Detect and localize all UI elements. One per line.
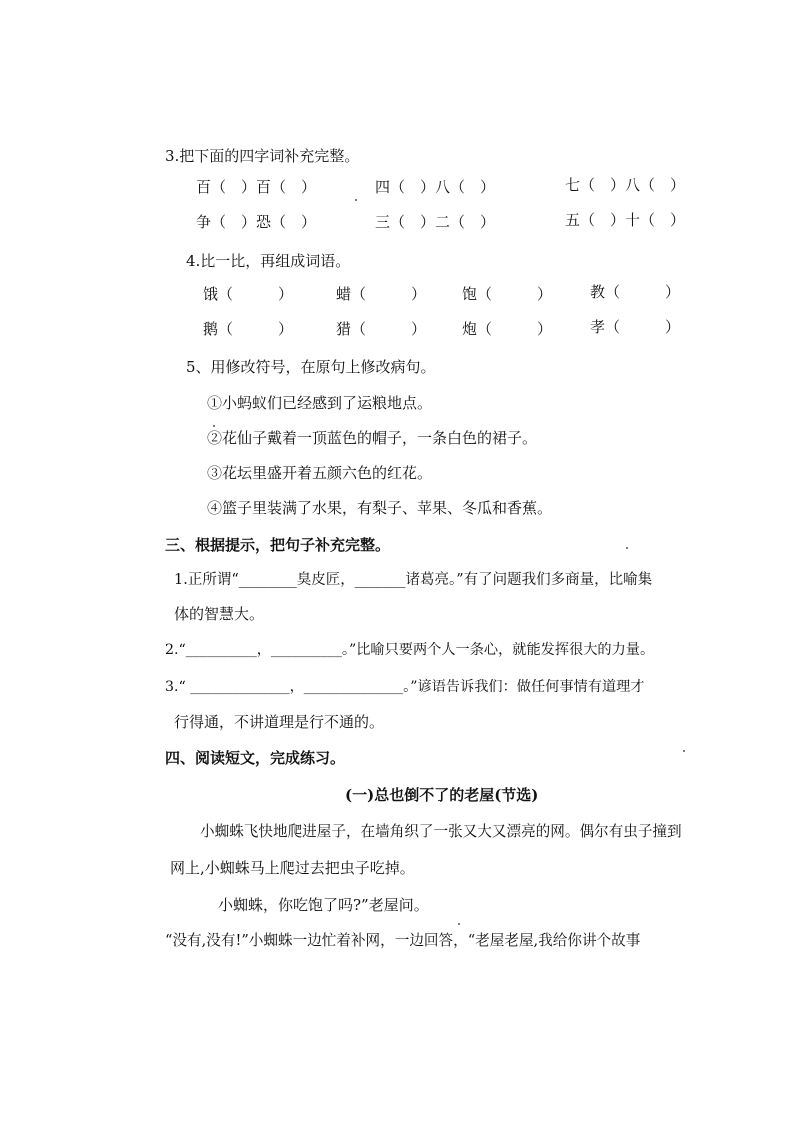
q3-blank-6: 五（ ）十（ ） — [565, 211, 686, 229]
q4-word-2: 蜡（ ） — [336, 285, 427, 303]
q4-word-4: 教（ ） — [590, 283, 681, 301]
passage-para1-line2: 网上,小蜘蛛马上爬过去把虫子吃掉。 — [170, 859, 415, 877]
q4-word-1: 饿（ ） — [203, 285, 294, 303]
q4-word-5: 鹅（ ） — [203, 320, 294, 338]
q3-blank-2: 四（ ）八（ ） — [375, 178, 496, 196]
q4-title: 4.比一比，再组成词语。 — [186, 252, 351, 270]
passage-para2: 小蜘蛛，你吃饱了吗?”老屋问。 — [218, 896, 429, 914]
q4-word-6: 猎（ ） — [336, 320, 427, 338]
passage-title: (一)总也倒不了的老屋(节选) — [345, 786, 539, 804]
q4-word-7: 炮（ ） — [462, 320, 553, 338]
q5-sentence-2: ②花仙子戴着一顶蓝色的帽子，一条白色的裙子。 — [207, 429, 538, 447]
scan-speck — [626, 547, 628, 549]
q5-sentence-3: ③花坛里盛开着五颜六色的红花。 — [207, 464, 433, 482]
scan-speck — [355, 199, 357, 201]
q4-word-8: 孝（ ） — [590, 318, 681, 336]
section3-item2: 2.“__________，__________。”比喻只要两个人一条心，就能发挥很大的力量。 — [165, 642, 655, 658]
q5-title: 5、用修改符号，在原句上修改病句。 — [186, 358, 436, 376]
q3-blank-5: 三（ ）二（ ） — [375, 213, 496, 231]
scan-speck — [213, 425, 215, 427]
scan-speck — [683, 750, 685, 752]
passage-para3: “没有,没有!”小蜘蛛一边忙着补网，一边回答，“老屋老屋,我给你讲个故事 — [165, 932, 641, 949]
passage-para1-line1: 小蜘蛛飞快地爬进屋子，在墙角织了一张又大又漂亮的网。偶尔有虫子撞到 — [200, 823, 682, 840]
section3-title: 三、根据提示，把句子补充完整。 — [165, 536, 391, 554]
section3-item1-line2: 体的智慧大。 — [174, 605, 265, 623]
section3-item3-line1: 3.“ ______________，______________。”谚语告诉我们：做任何事情有道理才 — [165, 679, 645, 695]
q3-title: 3.把下面的四字词补充完整。 — [165, 147, 360, 165]
q3-blank-1: 百（ ）百（ ） — [196, 178, 317, 196]
q5-sentence-1: ①小蚂蚁们已经感到了运粮地点。 — [207, 394, 433, 412]
section3-item3-line2: 行得通，不讲道理是行不通的。 — [174, 713, 385, 731]
section4-title: 四、阅读短文，完成练习。 — [165, 749, 346, 767]
q4-word-3: 饱（ ） — [462, 285, 553, 303]
scan-speck — [458, 923, 460, 925]
section3-item1-line1: 1.正所谓“________臭皮匠，_______诸葛亮。”有了问题我们多商量，比喻集 — [174, 572, 653, 588]
q3-blank-3: 七（ ）八（ ） — [565, 176, 686, 194]
q3-blank-4: 争（ ）恐（ ） — [196, 213, 317, 231]
q5-sentence-4: ④篮子里装满了水果，有梨子、苹果、冬瓜和香蕉。 — [207, 499, 553, 517]
